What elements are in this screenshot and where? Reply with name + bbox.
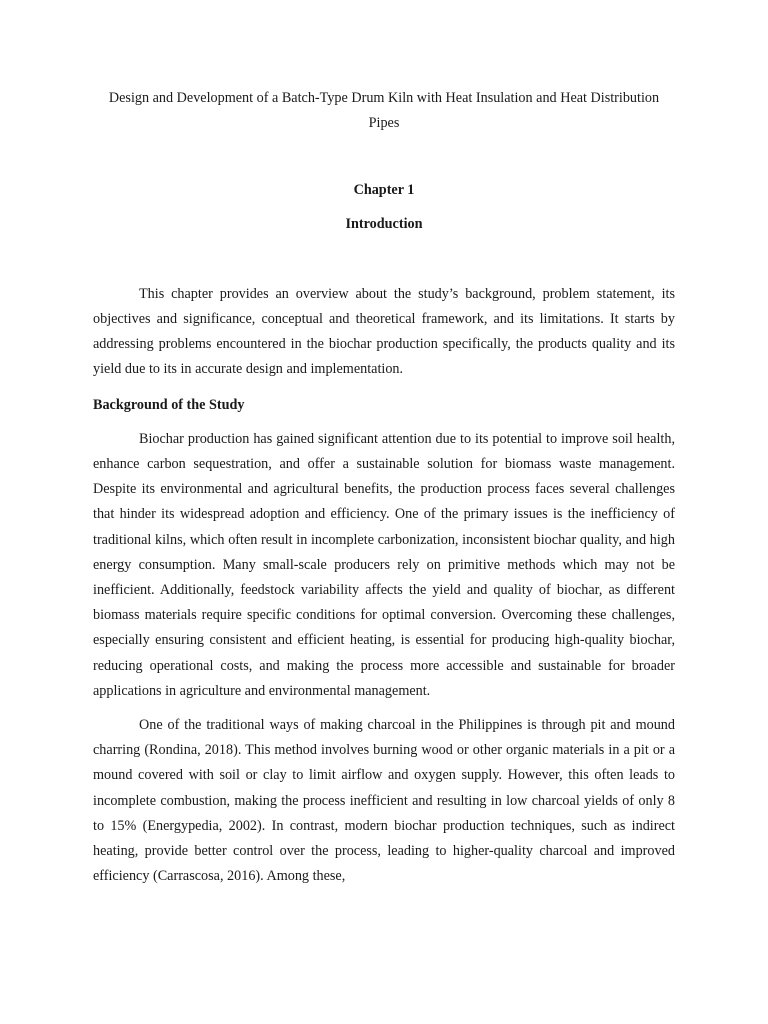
document-title: Design and Development of a Batch-Type Drum Kiln with Heat Insulation and Heat Distribution Pipes (108, 90, 660, 132)
background-paragraph-2: One of the traditional ways of making charcoal in the Philippines is through pit and mound charring (Rondina, 2018). This method involves burning wood or other organic materials in a pit or a mound covered with soil or clay to limit airflow and oxygen supply. However, this often leads to incomplete combustion, making the process inefficient and resulting in low charcoal yields of only 8 to 15% (Energypedia, 2002). In contrast, modern biochar production techniques, such as indirect heating, provide better control over the process, leading to higher-quality charcoal and improved efficiency (Carrascosa, 2016). Among these, (93, 717, 675, 885)
intro-paragraph: This chapter provides an overview about the study’s background, problem statement, its objectives and significance, conceptual and theoretical framework, and its limitations. It starts by addressing problems encountered in the biochar production specifically, the products quality and its yield due to its in accurate design and implementation. (93, 285, 675, 378)
chapter-number: Chapter 1 (353, 182, 415, 199)
document-page (93, 86, 675, 889)
background-paragraph-1: Biochar production has gained significant attention due to its potential to improve soil health, enhance carbon sequestration, and offer a sustainable solution for biomass waste management. Despite its environmental and agricultural benefits, the production process faces several challenges that hinder its widespread adoption and efficiency. One of the primary issues is the inefficiency of traditional kilns, which often result in incomplete carbonization, inconsistent biochar quality, and high energy consumption. Many small-scale producers rely on primitive methods which may not be inefficient. Additionally, feedstock variability affects the yield and quality of biochar, as different biomass materials require specific conditions for optimal conversion. Overcoming these challenges, especially ensuring consistent and efficient heating, is essential for producing high-quality biochar, reducing operational costs, and making the process more accessible and sustainable for broader applications in agriculture and environmental management. (93, 430, 675, 699)
section-heading: Background of the Study (93, 396, 245, 413)
chapter-title: Introduction (345, 215, 423, 232)
